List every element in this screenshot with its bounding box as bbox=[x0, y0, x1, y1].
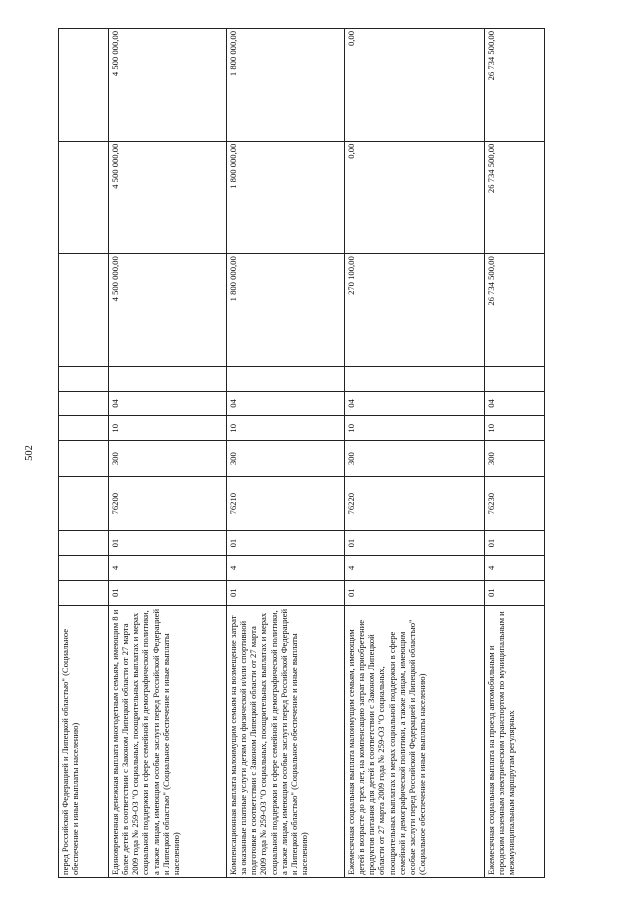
activity-code bbox=[59, 531, 109, 556]
subprogram-code: 4 bbox=[109, 555, 227, 580]
section-code: 10 bbox=[345, 416, 485, 441]
subprogram-code bbox=[59, 555, 109, 580]
program-code: 01 bbox=[227, 580, 345, 605]
target-code: 76220 bbox=[345, 477, 485, 531]
expense-kind-code: 300 bbox=[109, 441, 227, 477]
subsection-code: 04 bbox=[109, 391, 227, 416]
extra-code bbox=[227, 366, 345, 391]
target-code: 76210 bbox=[227, 477, 345, 531]
target-code: 76200 bbox=[109, 477, 227, 531]
amount-year-1: 4 500 000,00 bbox=[109, 254, 227, 367]
table-row bbox=[485, 29, 545, 878]
amount-year-1 bbox=[59, 254, 109, 367]
activity-code: 01 bbox=[227, 531, 345, 556]
amount-year-3: 1 800 000,00 bbox=[227, 29, 345, 142]
subprogram-code: 4 bbox=[227, 555, 345, 580]
section-code: 10 bbox=[485, 416, 545, 441]
program-code: 01 bbox=[485, 580, 545, 605]
subsection-code bbox=[59, 391, 109, 416]
amount-year-2: 0,00 bbox=[345, 141, 485, 254]
subprogram-code: 4 bbox=[485, 555, 545, 580]
amount-year-1: 26 734 500,00 bbox=[485, 254, 545, 367]
expense-kind-code: 300 bbox=[227, 441, 345, 477]
section-code: 10 bbox=[227, 416, 345, 441]
amount-year-2: 26 734 500,00 bbox=[485, 141, 545, 254]
expense-kind-code bbox=[59, 441, 109, 477]
section-code: 10 bbox=[109, 416, 227, 441]
expense-kind-code: 300 bbox=[485, 441, 545, 477]
row-description: Ежемесячная социальная выплата малоимущим семьям, имеющим детей в возрасте до трех лет, на компенсацию затрат на приобретение продуктов питания для детей в соответствии с Законом Липецкой области от 27 марта 2009 года № 259-ОЗ "О социальных, поощрительных выплатах и мерах социальной поддержки в сфере семейной и демографической политики, а также лицам, имеющим особые заслуги перед Российской Федерацией и Липецкой областью" (Социальное обеспечение и иные выплаты населению) bbox=[345, 605, 485, 877]
amount-year-3: 0,00 bbox=[345, 29, 485, 142]
table-row bbox=[109, 29, 227, 878]
extra-code bbox=[59, 366, 109, 391]
rotated-page bbox=[24, 28, 584, 878]
extra-code bbox=[109, 366, 227, 391]
row-description: Единовременная денежная выплата многодетным семьям, имеющим 8 и более детей в соответствии с Законом Липецкой области от 27 марта 2009 года № 259-ОЗ "О социальных, поощрительных выплатах и мерах социальной поддержки в сфере семейной и демографической политики, а также лицам, имеющим особые заслуги перед Российской Федерацией и Липецкой областью" (Социальное обеспечение и иные выплаты населению) bbox=[109, 605, 227, 877]
extra-code bbox=[345, 366, 485, 391]
subprogram-code: 4 bbox=[345, 555, 485, 580]
budget-table bbox=[58, 28, 545, 878]
row-description: перед Российской Федерацией и Липецкой областью" (Социальное обеспечение и иные выплаты населению) bbox=[59, 605, 109, 877]
section-code bbox=[59, 416, 109, 441]
table-row bbox=[345, 29, 485, 878]
subsection-code: 04 bbox=[227, 391, 345, 416]
table-row bbox=[227, 29, 345, 878]
expense-kind-code: 300 bbox=[345, 441, 485, 477]
activity-code: 01 bbox=[109, 531, 227, 556]
target-code: 76230 bbox=[485, 477, 545, 531]
amount-year-2: 4 500 000,00 bbox=[109, 141, 227, 254]
amount-year-3 bbox=[59, 29, 109, 142]
activity-code: 01 bbox=[485, 531, 545, 556]
row-description: Компенсационная выплата малоимущим семьям на возмещение затрат за оказанные платные услуги детям по физической и/или спортивной подготовке в соответствии с Законом Липецкой области от 27 марта 2009 года № 259-ОЗ "О социальных, поощрительных выплатах и мерах социальной поддержки в сфере семейной и демографической политики, а также лицам, имеющим особые заслуги перед Российской Федерацией и Липецкой областью" (Социальное обеспечение и иные выплаты населению) bbox=[227, 605, 345, 877]
activity-code: 01 bbox=[345, 531, 485, 556]
program-code: 01 bbox=[345, 580, 485, 605]
target-code bbox=[59, 477, 109, 531]
amount-year-3: 4 500 000,00 bbox=[109, 29, 227, 142]
amount-year-1: 1 800 000,00 bbox=[227, 254, 345, 367]
amount-year-2: 1 800 000,00 bbox=[227, 141, 345, 254]
amount-year-1: 270 100,00 bbox=[345, 254, 485, 367]
subsection-code: 04 bbox=[345, 391, 485, 416]
amount-year-2 bbox=[59, 141, 109, 254]
amount-year-3: 26 734 500,00 bbox=[485, 29, 545, 142]
program-code bbox=[59, 580, 109, 605]
program-code: 01 bbox=[109, 580, 227, 605]
row-description: Ежемесячная социальная выплата на проезд автомобильным и городским наземным электрическим транспортом по муниципальным и межмуниципальным маршрутам регулярных bbox=[485, 605, 545, 877]
extra-code bbox=[485, 366, 545, 391]
subsection-code: 04 bbox=[485, 391, 545, 416]
page-number: 502 bbox=[24, 445, 35, 461]
table-row bbox=[59, 29, 109, 878]
